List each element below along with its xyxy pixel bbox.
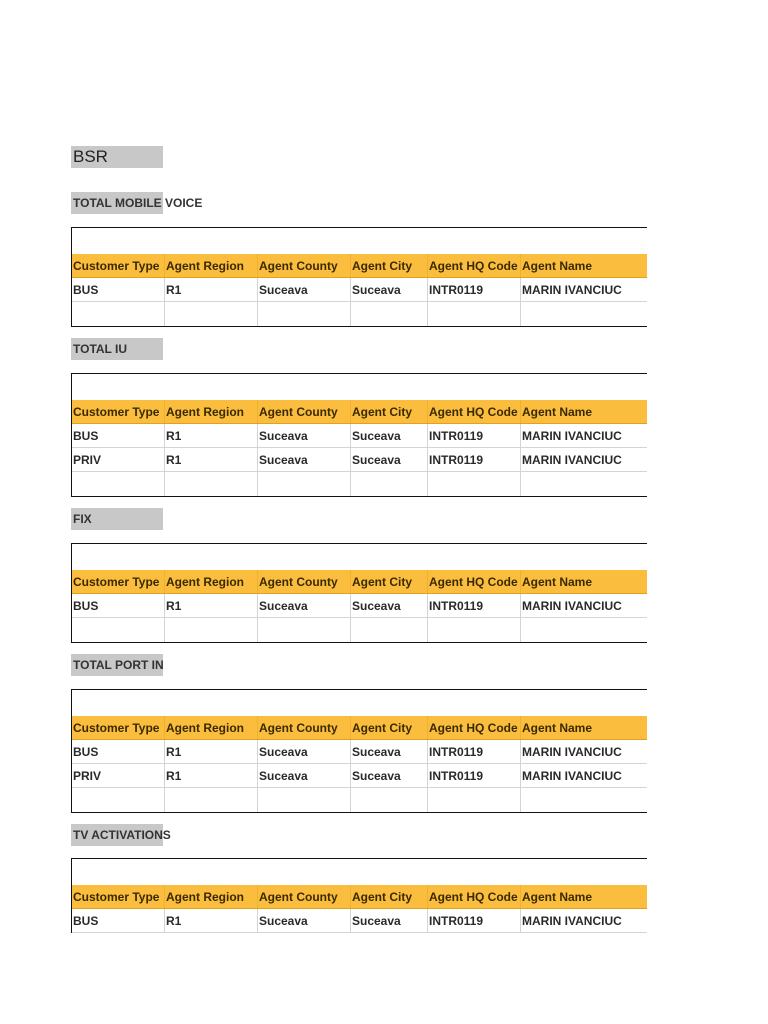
table-empty-cell	[165, 302, 258, 326]
data-table	[71, 227, 647, 327]
section-label	[71, 654, 164, 676]
table-empty-cell	[351, 302, 428, 326]
table-cell: INTR0119	[428, 424, 521, 447]
table-cell: INTR0119	[428, 594, 521, 617]
column-header: Customer Type	[72, 254, 165, 277]
column-header: Agent City	[351, 885, 428, 908]
table-empty-cell	[428, 618, 521, 642]
table-empty-cell	[521, 302, 647, 326]
table-empty-cell	[258, 618, 351, 642]
table-header-row	[72, 254, 647, 278]
table-cell: MARIN IVANCIUC	[522, 914, 622, 928]
column-header: Customer Type	[72, 716, 165, 739]
table-empty-cell	[165, 618, 258, 642]
section-label-text: TOTAL PORT IN	[73, 658, 164, 672]
table-cell: INTR0119	[428, 909, 521, 932]
table-row	[72, 764, 647, 788]
table-blank-row	[72, 859, 647, 885]
column-header: Agent City	[351, 716, 428, 739]
column-header: Agent HQ Code	[428, 885, 521, 908]
table-cell: INTR0119	[428, 764, 521, 787]
column-header: Agent HQ Code	[428, 400, 521, 423]
table-cell: Suceava	[351, 424, 428, 447]
column-header: Agent County	[258, 400, 351, 423]
column-header: Agent HQ Code	[428, 254, 521, 277]
table-row	[72, 448, 647, 472]
table-cell: R1	[165, 594, 258, 617]
table-empty-cell	[165, 472, 258, 496]
data-table	[71, 373, 647, 497]
section-label-text: TV ACTIVATIONS	[73, 828, 171, 842]
table-row	[72, 424, 647, 448]
table-empty-cell	[521, 472, 647, 496]
column-header: Agent City	[351, 400, 428, 423]
table-empty-cell	[258, 788, 351, 812]
table-cell: Suceava	[351, 448, 428, 471]
table-empty-cell	[165, 788, 258, 812]
table-empty-cell	[72, 788, 165, 812]
column-header: Agent Name	[522, 405, 593, 419]
table-empty-cell	[258, 472, 351, 496]
column-header: Agent County	[258, 570, 351, 593]
document-title: BSR	[71, 146, 163, 168]
column-header: Agent County	[258, 254, 351, 277]
table-empty-cell	[428, 302, 521, 326]
table-empty-cell	[72, 472, 165, 496]
table-empty-row	[72, 618, 647, 642]
table-cell: R1	[165, 424, 258, 447]
table-cell: Suceava	[258, 740, 351, 763]
column-header: Agent HQ Code	[428, 716, 521, 739]
table-cell: BUS	[72, 594, 165, 617]
table-cell: PRIV	[72, 764, 165, 787]
table-cell: Suceava	[258, 448, 351, 471]
data-table	[71, 858, 647, 933]
table-cell: R1	[165, 278, 258, 301]
table-cell: Suceava	[351, 278, 428, 301]
column-header: Agent City	[351, 570, 428, 593]
table-empty-row	[72, 472, 647, 496]
section-label	[71, 824, 171, 846]
column-header: Agent HQ Code	[428, 570, 521, 593]
table-empty-cell	[351, 618, 428, 642]
table-row	[72, 740, 647, 764]
table-header-row	[72, 885, 647, 909]
column-header: Customer Type	[72, 570, 165, 593]
table-empty-cell	[521, 618, 647, 642]
table-cell: Suceava	[258, 424, 351, 447]
column-header: Agent County	[258, 885, 351, 908]
table-cell: MARIN IVANCIUC	[522, 429, 622, 443]
section-label	[71, 338, 127, 360]
table-empty-row	[72, 302, 647, 326]
table-empty-cell	[428, 788, 521, 812]
table-cell: R1	[165, 740, 258, 763]
table-cell: Suceava	[258, 764, 351, 787]
table-cell: Suceava	[351, 740, 428, 763]
table-blank-row	[72, 690, 647, 716]
table-cell: R1	[165, 909, 258, 932]
table-empty-cell	[428, 472, 521, 496]
table-cell: MARIN IVANCIUC	[522, 769, 622, 783]
table-empty-cell	[351, 788, 428, 812]
table-empty-cell	[258, 302, 351, 326]
table-empty-cell	[72, 618, 165, 642]
table-cell: MARIN IVANCIUC	[522, 599, 622, 613]
column-header: Agent City	[351, 254, 428, 277]
table-row	[72, 278, 647, 302]
table-empty-cell	[521, 788, 647, 812]
table-blank-row	[72, 228, 647, 254]
table-cell: BUS	[72, 740, 165, 763]
table-cell: INTR0119	[428, 278, 521, 301]
section-label	[71, 192, 202, 214]
table-header-row	[72, 570, 647, 594]
table-cell: MARIN IVANCIUC	[522, 453, 622, 467]
data-table	[71, 689, 647, 813]
table-blank-row	[72, 374, 647, 400]
table-cell: MARIN IVANCIUC	[522, 283, 622, 297]
data-table	[71, 543, 647, 643]
table-cell: INTR0119	[428, 740, 521, 763]
column-header: Agent Name	[522, 890, 593, 904]
table-cell: R1	[165, 448, 258, 471]
table-header-row	[72, 400, 647, 424]
section-label-text: TOTAL IU	[73, 342, 127, 356]
column-header: Customer Type	[72, 885, 165, 908]
table-empty-cell	[351, 472, 428, 496]
column-header: Agent Region	[165, 716, 258, 739]
table-cell: MARIN IVANCIUC	[522, 745, 622, 759]
table-cell: INTR0119	[428, 448, 521, 471]
table-cell: Suceava	[258, 278, 351, 301]
column-header: Agent Region	[165, 254, 258, 277]
table-cell: Suceava	[351, 764, 428, 787]
section-label-text: TOTAL MOBILE VOICE	[73, 196, 203, 210]
table-blank-row	[72, 544, 647, 570]
table-cell: PRIV	[72, 448, 165, 471]
table-cell: Suceava	[351, 594, 428, 617]
table-cell: Suceava	[351, 909, 428, 932]
table-empty-row	[72, 788, 647, 812]
table-row	[72, 594, 647, 618]
column-header: Agent Name	[522, 259, 593, 273]
table-empty-cell	[72, 302, 165, 326]
column-header: Agent Region	[165, 885, 258, 908]
section-label-text: FIX	[73, 512, 92, 526]
column-header: Agent Name	[522, 721, 593, 735]
table-cell: Suceava	[258, 909, 351, 932]
table-row	[72, 909, 647, 933]
table-cell: BUS	[72, 424, 165, 447]
table-cell: R1	[165, 764, 258, 787]
column-header: Customer Type	[72, 400, 165, 423]
column-header: Agent County	[258, 716, 351, 739]
table-cell: Suceava	[258, 594, 351, 617]
table-cell: BUS	[72, 909, 165, 932]
section-label	[71, 508, 92, 530]
column-header: Agent Region	[165, 400, 258, 423]
column-header: Agent Name	[522, 575, 593, 589]
column-header: Agent Region	[165, 570, 258, 593]
table-cell: BUS	[72, 278, 165, 301]
table-header-row	[72, 716, 647, 740]
